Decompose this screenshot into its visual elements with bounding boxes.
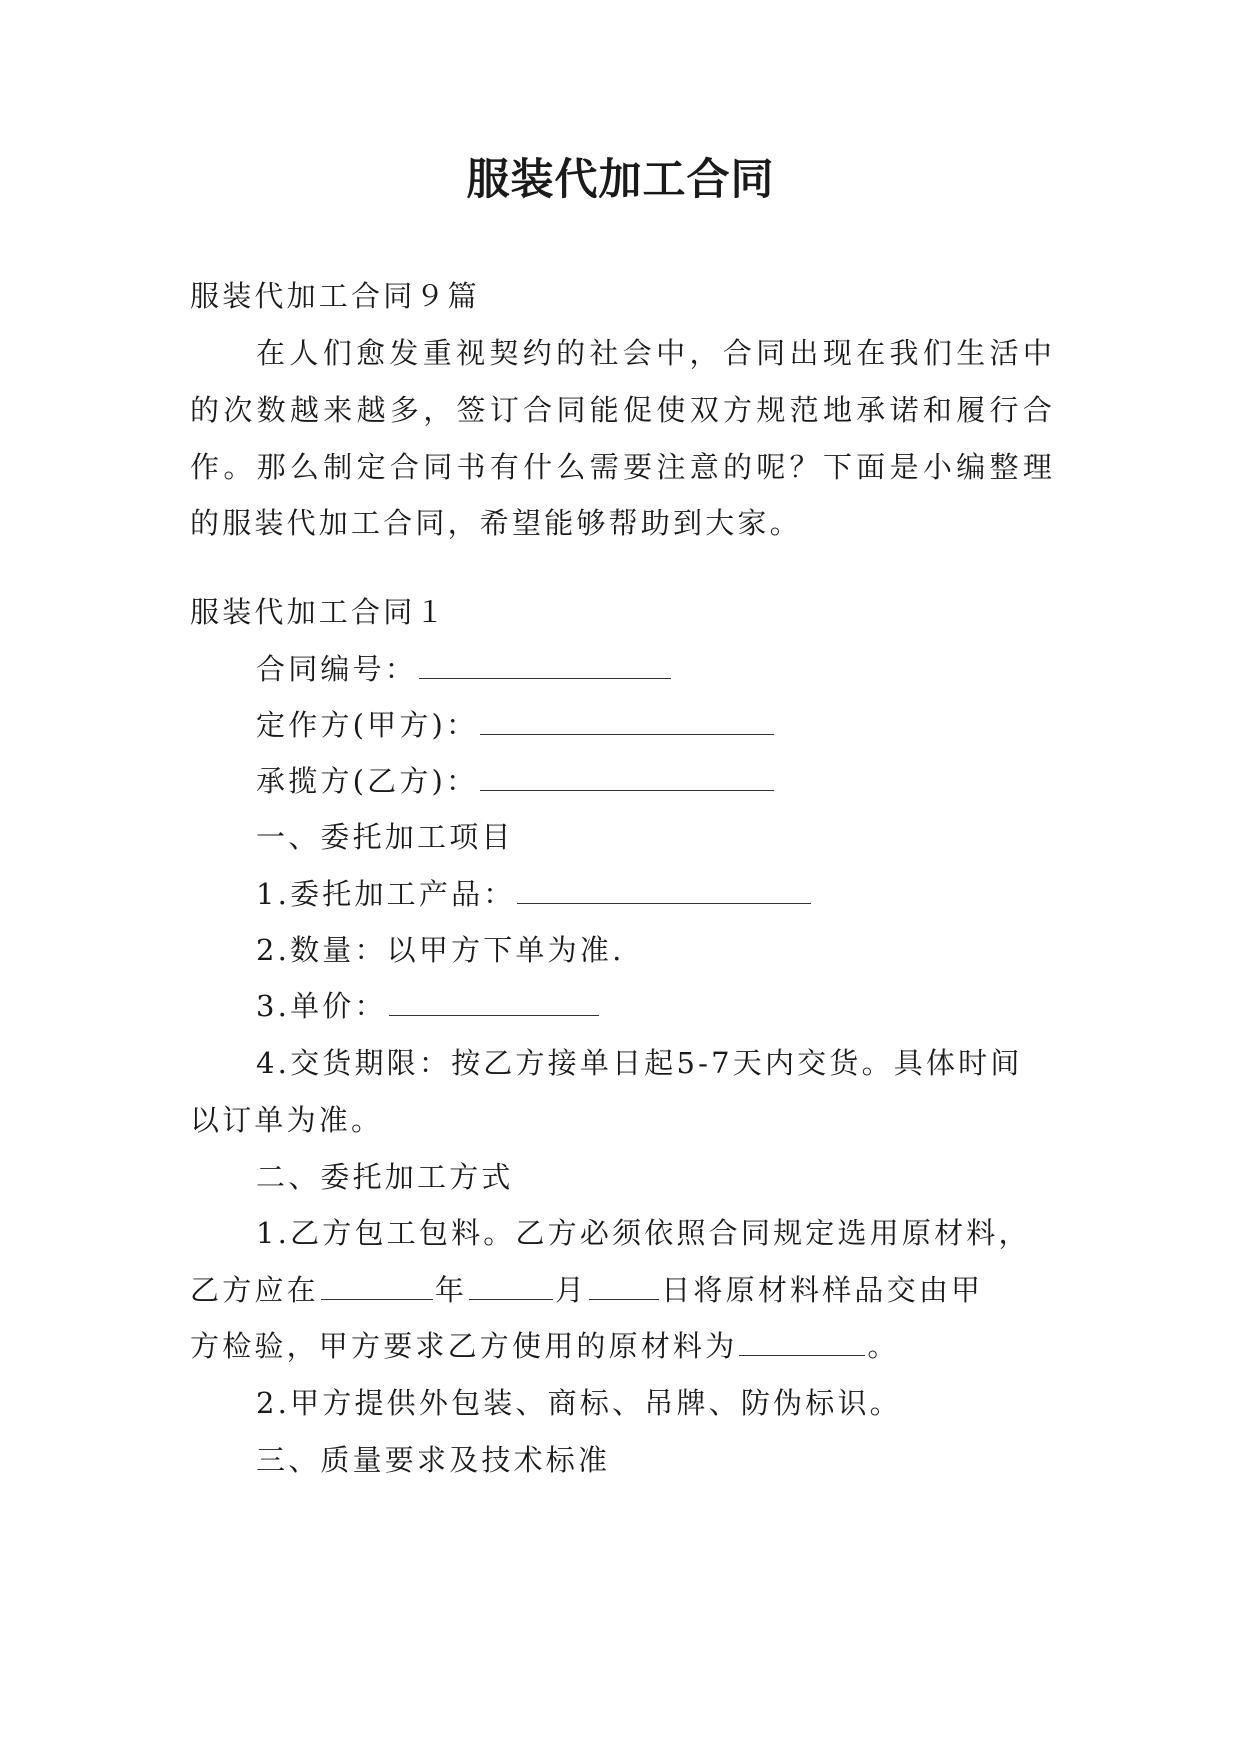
fill-in-blank	[480, 760, 774, 791]
text-line: 4.交货期限：按乙方接单日起5-7天内交货。具体时间	[256, 1046, 1023, 1080]
text-line: 2.甲方提供外包装、商标、吊牌、防伪标识。	[256, 1386, 902, 1420]
text-line: 以订单为准。	[190, 1103, 384, 1137]
text-line: 服装代加工合同１	[190, 595, 448, 629]
text-line: 3.单价：	[256, 983, 601, 1029]
fill-in-blank	[389, 985, 599, 1016]
text-line: 二、委托加工方式	[256, 1160, 514, 1194]
text-line: 1.委托加工产品：	[256, 871, 813, 917]
text-line: 2.数量：以甲方下单为准.	[256, 933, 625, 967]
text-line: 在 人 们 愈 发 重 视 契 约 的 社 会 中 ， 合 同 出 现 在 我 们 生 活 中	[256, 336, 1052, 370]
text-line: 乙方应在 年 月 日将原材料样品交由甲	[190, 1267, 983, 1313]
fill-in-blank	[321, 1269, 433, 1300]
fill-in-blank	[469, 1269, 553, 1300]
text-line: 三、质量要求及技术标准	[256, 1443, 611, 1477]
fill-in-blank	[480, 704, 774, 735]
text-line: 承揽方(乙方)：	[256, 758, 776, 804]
text-line: 合同编号：	[256, 646, 673, 692]
fill-in-blank	[589, 1269, 659, 1300]
text-line: 的 次 数 越 来 越 多 ， 签 订 合 同 能 促 使 双 方 规 范 地 承 诺 和 履 行 合	[190, 393, 1052, 427]
fill-in-blank	[517, 873, 811, 904]
document-title: 服装代加工合同	[466, 155, 775, 205]
text-line: 一、委托加工项目	[256, 820, 514, 854]
fill-in-blank	[739, 1325, 865, 1356]
fill-in-blank	[419, 648, 671, 679]
text-line: 作 。 那 么 制 定 合 同 书 有 什 么 需 要 注 意 的 呢 ？ 下 面 是 小 编 整 理	[190, 450, 1052, 484]
text-line: 定作方(甲方)：	[256, 702, 776, 748]
text-line: 的服装代加工合同，希望能够帮助到大家。	[190, 506, 802, 540]
text-line: 方检验，甲方要求乙方使用的原材料为 。	[190, 1323, 900, 1369]
text-line: 服装代加工合同９篇	[190, 279, 480, 313]
text-line: 1.乙方包工包料。乙方必须依照合同规定选用原材料，	[256, 1216, 1031, 1250]
